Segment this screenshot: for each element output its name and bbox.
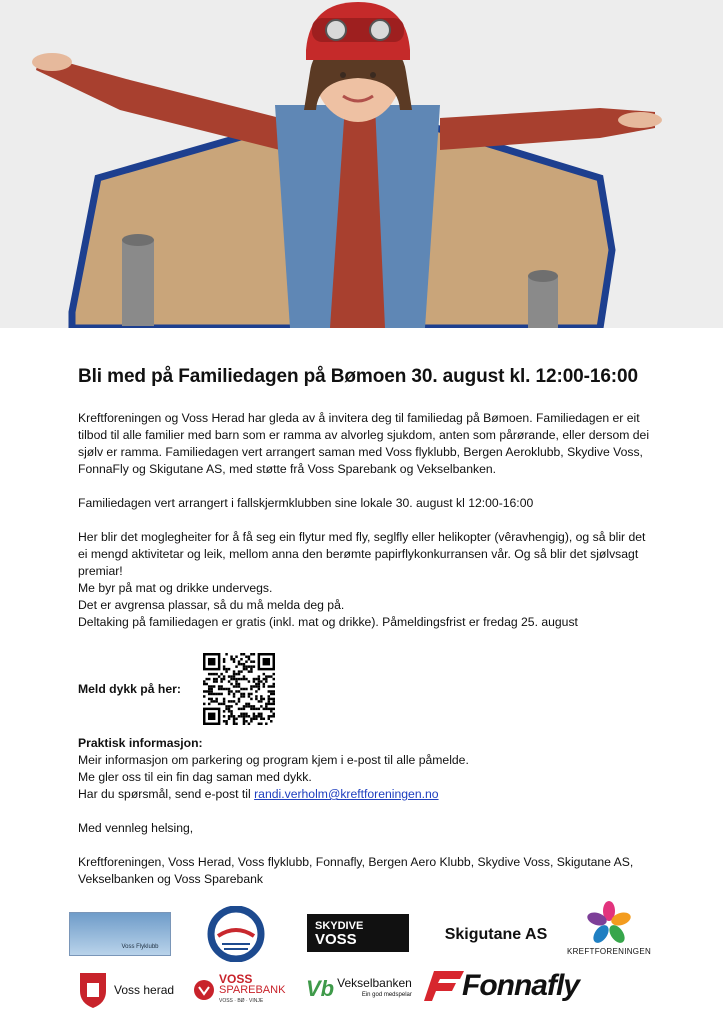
voss-herad-logo	[78, 970, 182, 1010]
main-content	[78, 366, 658, 888]
coat-of-arms-icon	[78, 971, 108, 1009]
venue-paragraph: Familiedagen vert arrangert i fallskjermklubben sine lokale 30. august kl 12:00-16:00	[78, 496, 534, 510]
practical-line-3	[78, 786, 658, 803]
voss-sparebank-logo	[193, 972, 297, 1008]
voss-herad-text: Voss herad	[114, 983, 175, 997]
kreftforeningen-text: KREFTFORENINGEN	[566, 946, 652, 956]
hero-photo	[0, 0, 723, 328]
closing: Med vennleg helsing,	[78, 821, 194, 835]
practical-title: Praktisk informasjon:	[78, 736, 203, 750]
sparebank-places: VOSS · BØ · VINJE	[219, 997, 264, 1004]
details-limited: Det er avgrensa plassar, så du må melda deg på.	[78, 598, 345, 612]
vekselbanken-icon: Vb	[306, 976, 335, 1001]
signatories: Kreftforeningen, Voss Herad, Voss flyklubb, Fonnafly, Bergen Aero Klubb, Skydive Voss, Skigutane AS, Vekselbanken og Voss Sparebank	[78, 855, 634, 886]
flower-icon	[587, 901, 631, 945]
skydive-text: SKYDIVE	[315, 919, 364, 932]
signup-label: Meld dykk på her:	[78, 682, 181, 696]
skigutane-logo	[440, 922, 552, 948]
child-airplane-illustration	[0, 0, 723, 328]
page-title: Bli med på Familiedagen på Bømoen 30. august kl. 12:00-16:00	[78, 366, 638, 387]
skigutane-text: Skigutane AS	[444, 926, 548, 943]
kreftforeningen-logo	[563, 896, 655, 960]
voss-flyklubb-text: Voss Flyklubb	[121, 944, 159, 950]
sparebank-text: SPAREBANK	[219, 983, 286, 996]
sponsor-logos	[0, 892, 723, 1024]
voss-flyklubb-logo	[69, 912, 171, 956]
contact-prefix: Har du spørsmål, send e-post til	[78, 787, 255, 801]
fonnafly-text: Fonnafly	[462, 969, 579, 1002]
signup-row	[78, 653, 658, 725]
details-paragraph: Her blir det moglegheiter for å få seg ein flytur med fly, seglfly eller helikopter (vêravhengig), og så blir det ei mengd aktivitetar og leik, mellom anna den berømte papirflykonkurransen vår. Og så blir det sjølvsagt premiar!	[78, 530, 646, 578]
vekselbanken-tagline: Ein god medspelar	[361, 992, 412, 998]
voss-text: VOSS	[315, 930, 357, 948]
skydive-voss-logo	[307, 914, 409, 952]
intro-paragraph: Kreftforeningen og Voss Herad har gleda av å invitera deg til familiedag på Bømoen. Familiedagen er eit tilbod til alle familier med barn som er ramma av alvorleg sjukdom, anten som pårørande, eller dersom dei sjølv er ramma. Familiedagen vert arrangert saman med Voss flyklubb, Bergen Aeroklubb, Skydive Voss, FonnaFly og Skigutane AS, med støtte frå Voss Sparebank og Vekselbanken.	[78, 411, 650, 476]
vekselbanken-logo	[306, 970, 418, 1008]
sparebank-voss-text: VOSS	[219, 971, 253, 986]
bergen-aero-logo	[204, 906, 268, 962]
vekselbanken-text: Vekselbanken	[337, 976, 412, 990]
qr-code[interactable]	[203, 653, 275, 725]
practical-line-2: Me gler oss til ein fin dag saman med dykk.	[78, 770, 312, 784]
contact-email-link[interactable]: randi.verholm@kreftforeningen.no	[254, 787, 439, 801]
practical-line-1: Meir informasjon om parkering og program kjem i e-post til alle påmelde.	[78, 753, 469, 767]
details-free: Deltaking på familiedagen er gratis (inkl. mat og drikke). Påmeldingsfrist er fredag 25. august	[78, 615, 578, 629]
fonnafly-f-icon	[424, 969, 464, 1003]
details-food: Me byr på mat og drikke undervegs.	[78, 581, 273, 595]
sparebank-icon	[193, 979, 215, 1001]
fonnafly-logo	[424, 966, 652, 1006]
